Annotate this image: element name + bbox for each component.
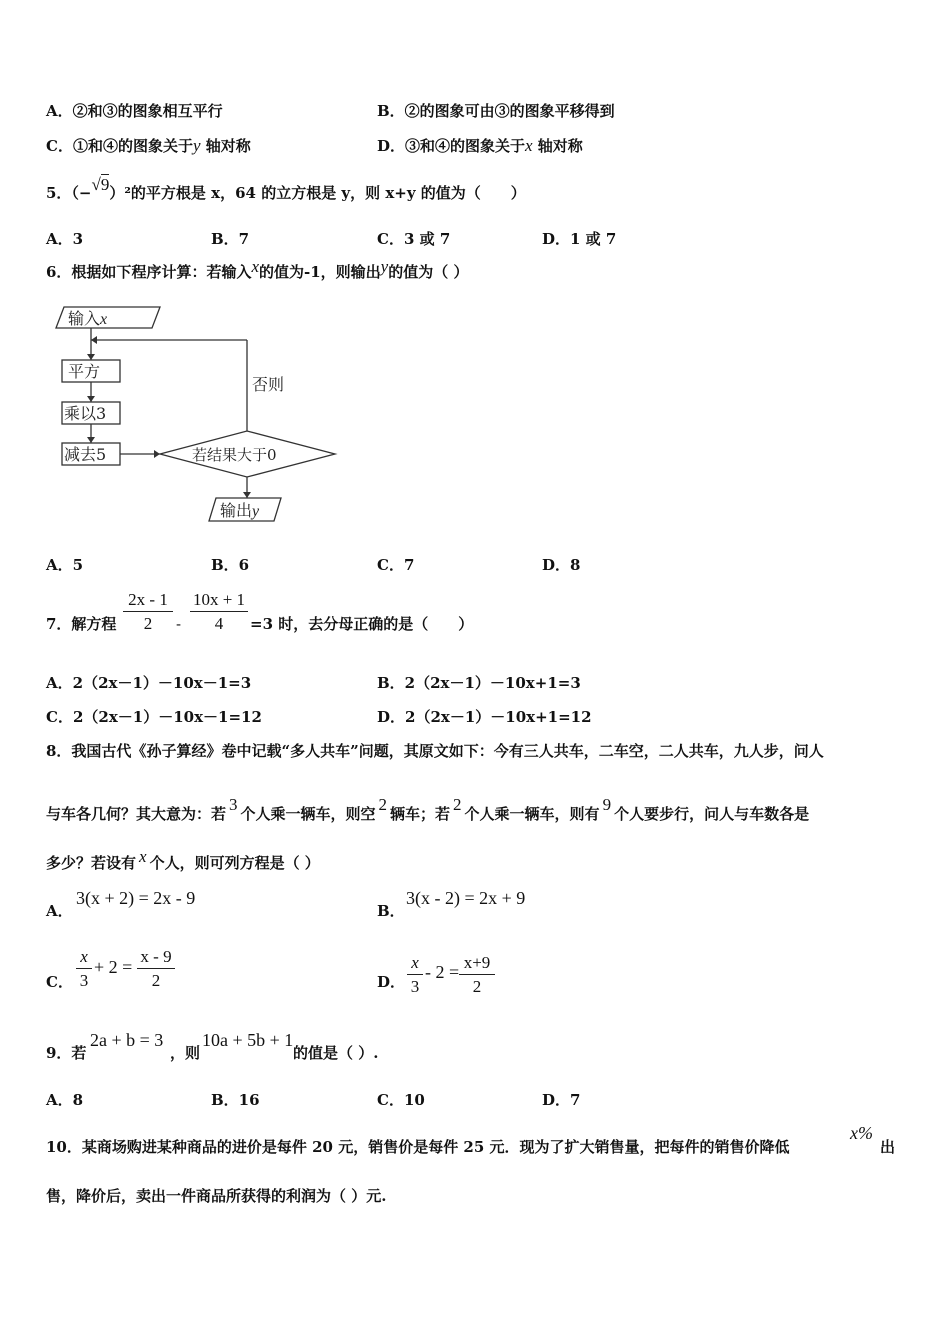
- q9-option-b: B．16: [211, 1091, 260, 1109]
- q8-option-b-label: B．: [377, 902, 405, 920]
- q7-minus: -: [176, 615, 182, 633]
- q6-option-d: D．8: [542, 556, 581, 574]
- q4-option-b: B．②的图象可由③的图象平移得到: [377, 102, 615, 120]
- q6-option-a: A．5: [46, 556, 84, 574]
- q4-option-c: C．①和④的图象关于y 轴对称: [46, 136, 251, 155]
- q8-option-d-label: D．: [377, 973, 406, 991]
- q6-option-b: B．6: [211, 556, 250, 574]
- flow-input-var: x: [100, 311, 108, 328]
- flow-decision: 若结果大于0: [192, 446, 277, 464]
- q8-option-d-mid: - 2 =: [425, 962, 460, 982]
- q7-option-c: C．2（2x－1）－10x－1=12: [46, 708, 262, 726]
- q8-option-c-frac-right: $\frac{x - 9}{2}$: [137, 946, 175, 993]
- q5-option-d: D．1 或 7: [542, 230, 617, 248]
- q7-option-a: A．2（2x－1）－10x－1=3: [46, 674, 252, 692]
- q5-option-a: A．3: [46, 230, 84, 248]
- q8-line-1: 8．我国古代《孙子算经》卷中记载“多人共车”问题，其原文如下：今有三人共车，二车空，二人共车，九人步，问人: [46, 742, 824, 760]
- q6-option-c: C．7: [377, 556, 415, 574]
- q8-line-2: 与车各几何？其大意为：若 3 个人乘一辆车，则空 2 辆车；若 2 个人乘一辆车，则有 9 个人要步行，问人与车数各是: [46, 795, 810, 823]
- flow-output-var: y: [252, 503, 260, 520]
- q9-option-c: C．10: [377, 1091, 425, 1109]
- q8-option-a-expr: 3(x + 2) = 2x - 9: [76, 888, 196, 908]
- flow-output-label: 输出: [220, 501, 253, 520]
- flow-input-label: 输入: [68, 309, 101, 328]
- q7-fraction-1: $\frac{2x - 1}{2}$: [123, 589, 173, 636]
- q8-option-d-frac-left: $\frac{x}{3}$: [407, 952, 423, 999]
- q5-option-b: B．7: [211, 230, 250, 248]
- q9-stem-mid: ，则: [170, 1044, 201, 1062]
- q7-stem-post: =3 时，去分母正确的是（ ）: [250, 615, 474, 633]
- flowchart: [50, 302, 350, 527]
- q7-option-b: B．2（2x－1）－10x+1=3: [377, 674, 581, 692]
- flow-else-label: 否则: [252, 375, 285, 394]
- q10-percent: x%: [850, 1123, 873, 1143]
- q6-stem: 6．根据如下程序计算：若输入x的值为-1，则输出y的值为（ ）: [46, 257, 469, 281]
- q9-option-d: D．7: [542, 1091, 581, 1109]
- q7-fraction-2: $\frac{10x + 1}{4}$: [190, 589, 248, 636]
- flow-step1: 平方: [68, 362, 101, 381]
- q9-condition: 2a + b = 3: [90, 1030, 164, 1050]
- svg-text:输入x: [68, 309, 107, 328]
- q4-option-a: A．②和③的图象相互平行: [46, 102, 223, 120]
- sqrt-symbol: √9: [91, 175, 110, 194]
- q8-option-c-label: C．: [46, 973, 73, 991]
- q7-stem-pre: 7．解方程: [46, 615, 117, 633]
- q5-option-c: C．3 或 7: [377, 230, 451, 248]
- q4-option-d: D．③和④的图象关于x 轴对称: [377, 136, 583, 155]
- q9-stem-post: 的值是（ ）.: [293, 1044, 379, 1062]
- q7-option-d: D．2（2x－1）－10x+1=12: [377, 708, 592, 726]
- q9-expression: 10a + 5b + 1: [202, 1030, 294, 1050]
- q10-line-1-end: 出: [880, 1138, 896, 1156]
- q8-option-c-frac-left: $\frac{x}{3}$: [76, 946, 92, 993]
- flow-step3: 减去5: [64, 445, 107, 464]
- q5-stem: 5．（−√9）²的平方根是 x，64 的立方根是 y，则 x+y 的值为（ ）: [46, 175, 526, 202]
- q8-option-d-frac-right: $\frac{x+9}{2}$: [459, 952, 495, 999]
- q8-line-3: 多少？若设有 x 个人，则可列方程是（ ）: [46, 847, 320, 872]
- q9-option-a: A．8: [46, 1091, 84, 1109]
- q8-option-b-expr: 3(x - 2) = 2x + 9: [406, 888, 526, 908]
- q9-stem-pre: 9．若: [46, 1044, 87, 1062]
- q10-line-2: 售，降价后，卖出一件商品所获得的利润为（ ）元.: [46, 1187, 387, 1205]
- svg-text:输出y: [220, 501, 260, 520]
- q8-option-a-label: A．: [46, 902, 73, 920]
- q8-option-c-mid: + 2 =: [94, 957, 133, 977]
- q10-line-1: 10．某商场购进某种商品的进价是每件 20 元，销售价是每件 25 元．现为了扩大销售量，把每件的销售价降低: [46, 1138, 790, 1156]
- flow-step2: 乘以3: [64, 404, 107, 423]
